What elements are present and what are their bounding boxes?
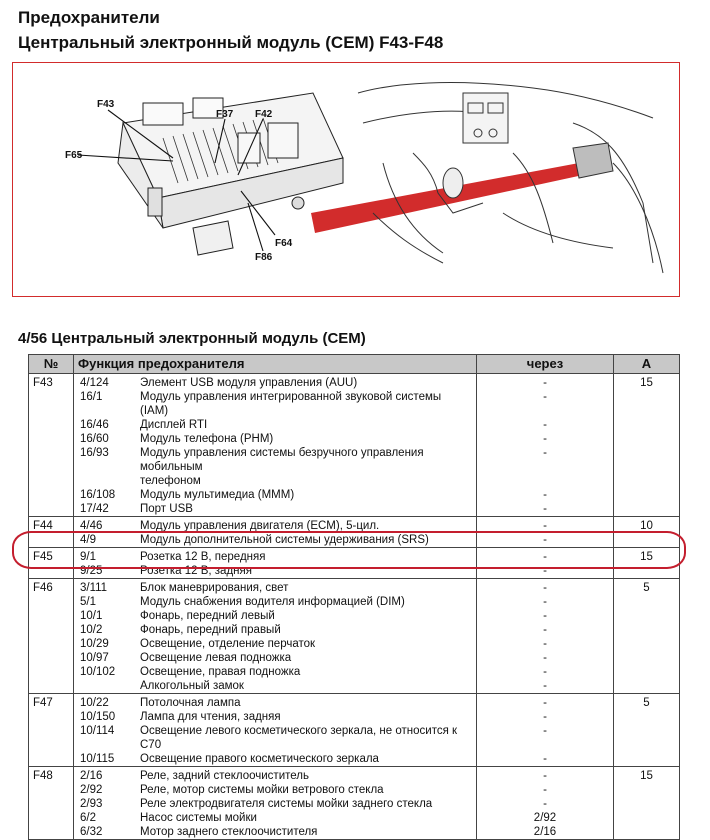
fuse-table <box>28 354 680 840</box>
fuse-number-cell <box>29 825 74 840</box>
table-header-row <box>29 355 680 374</box>
connector-cell: 10/1 <box>80 610 103 622</box>
via-cell: - <box>477 564 614 579</box>
function-cell: Реле электродвигателя системы мойки заднего стекла <box>134 797 477 811</box>
table-row <box>29 724 680 752</box>
table-row <box>29 502 680 517</box>
table-row <box>29 752 680 767</box>
fuse-number-cell <box>29 446 74 474</box>
table-row <box>29 623 680 637</box>
function-cell: Фонарь, передний правый <box>134 623 477 637</box>
amperage-cell <box>614 825 680 840</box>
table-row <box>29 797 680 811</box>
function-cell: Модуль телефона (PHM) <box>134 432 477 446</box>
amperage-cell <box>614 488 680 502</box>
amperage-cell <box>614 679 680 694</box>
via-cell <box>477 474 614 488</box>
amperage-cell <box>614 811 680 825</box>
amperage-cell <box>614 446 680 474</box>
amperage-cell <box>614 432 680 446</box>
function-cell: Насос системы мойки <box>134 811 477 825</box>
table-row <box>29 767 680 784</box>
connector-cell: 4/9 <box>74 533 135 548</box>
function-cell: Элемент USB модуля управления (AUU) <box>134 374 477 391</box>
connector-cell: 6/32 <box>74 825 135 840</box>
fuse-number-cell <box>29 710 74 724</box>
section-title: 4/56 Центральный электронный модуль (CEM) <box>18 330 366 347</box>
connector-cell: 3/111 <box>80 582 108 594</box>
col-header-function: Функция предохранителя <box>74 355 477 374</box>
table-row <box>29 474 680 488</box>
via-cell: - <box>477 797 614 811</box>
table-row <box>29 517 680 534</box>
amperage-cell <box>614 474 680 488</box>
table-row <box>29 446 680 474</box>
connector-cell: 10/150 <box>80 711 116 723</box>
fuse-number-cell <box>29 390 74 418</box>
table-row <box>29 390 680 418</box>
amperage-cell: 15 <box>614 548 680 565</box>
connector-cell: 16/1 <box>80 391 103 403</box>
fuse-number-cell <box>29 783 74 797</box>
amperage-cell <box>614 609 680 623</box>
via-cell: - <box>477 533 614 548</box>
via-cell: - <box>477 579 614 596</box>
function-cell: Реле, мотор системы мойки ветрового стекла <box>134 783 477 797</box>
connector-cell: 5/1 <box>80 596 96 608</box>
fuse-number-cell <box>29 595 74 609</box>
via-cell: 2/16 <box>477 825 614 840</box>
table-row <box>29 533 680 548</box>
connector-cell: 4/46 <box>80 520 103 532</box>
connector-cell: 16/60 <box>80 433 109 445</box>
connector-cell: 10/114 <box>80 725 115 737</box>
fuse-table-body <box>29 374 680 840</box>
connector-cell: 10/2 <box>80 624 103 636</box>
fuse-number-cell <box>29 665 74 679</box>
function-cell: Освещение левого косметического зеркала, не относится к C70 <box>134 724 477 752</box>
via-cell: - <box>477 390 614 418</box>
function-cell: Порт USB <box>134 502 477 517</box>
connector-cell: 2/92 <box>80 784 103 796</box>
via-cell: - <box>477 446 614 474</box>
function-cell: Дисплей RTI <box>134 418 477 432</box>
connector-cell <box>74 474 135 488</box>
col-header-amp: A <box>614 355 680 374</box>
via-cell: - <box>477 783 614 797</box>
function-cell: Розетка 12 В, задняя <box>134 564 477 579</box>
fuse-number-cell <box>29 533 74 548</box>
via-cell: - <box>477 502 614 517</box>
col-header-via: через <box>477 355 614 374</box>
via-cell: - <box>477 694 614 711</box>
connector-cell: 9/25 <box>74 564 135 579</box>
table-row <box>29 694 680 711</box>
amperage-cell <box>614 665 680 679</box>
connector-cell: 16/108 <box>80 489 116 501</box>
via-cell: - <box>477 637 614 651</box>
callout-f42: F42 <box>255 109 273 120</box>
connector-cell: 10/29 <box>80 638 109 650</box>
fuse-number-cell <box>29 609 74 623</box>
table-row <box>29 665 680 679</box>
via-cell: - <box>477 548 614 565</box>
table-row <box>29 710 680 724</box>
via-cell: - <box>477 665 614 679</box>
amperage-cell <box>614 724 680 752</box>
table-row <box>29 579 680 596</box>
amperage-cell: 15 <box>614 767 680 784</box>
function-cell: Модуль снабжения водителя информацией (DIM) <box>134 595 477 609</box>
connector-cell: 10/97 <box>80 652 109 664</box>
amperage-cell <box>614 533 680 548</box>
table-row <box>29 374 680 391</box>
function-cell: Освещение, правая подножка <box>134 665 477 679</box>
function-cell: Модуль мультимедиа (MMM) <box>134 488 477 502</box>
fuse-number-cell <box>29 623 74 637</box>
connector-cell: 4/124 <box>80 377 109 389</box>
function-cell: Лампа для чтения, задняя <box>134 710 477 724</box>
connector-cell: 16/93 <box>80 447 109 459</box>
fuse-number-cell <box>29 811 74 825</box>
function-cell: Модуль управления системы безручного управления мобильным <box>134 446 477 474</box>
amperage-cell: 5 <box>614 579 680 596</box>
callout-f86: F86 <box>255 252 273 263</box>
via-cell: - <box>477 623 614 637</box>
fuse-number-cell <box>29 432 74 446</box>
function-cell: Модуль дополнительной системы удерживания (SRS) <box>134 533 477 548</box>
col-header-num: № <box>29 355 74 374</box>
amperage-cell: 5 <box>614 694 680 711</box>
fuse-number-cell: F44 <box>29 517 74 534</box>
via-cell: 2/92 <box>477 811 614 825</box>
amperage-cell <box>614 752 680 767</box>
function-cell: Освещение правого косметического зеркала <box>134 752 477 767</box>
fuse-number-cell <box>29 474 74 488</box>
via-cell: - <box>477 651 614 665</box>
page-title: Предохранители <box>18 8 160 27</box>
table-row <box>29 418 680 432</box>
connector-cell: 9/1 <box>80 551 96 563</box>
fuse-number-cell <box>29 488 74 502</box>
fuse-number-cell <box>29 752 74 767</box>
amperage-cell <box>614 623 680 637</box>
via-cell: - <box>477 488 614 502</box>
fuse-number-cell <box>29 637 74 651</box>
via-cell: - <box>477 418 614 432</box>
fuse-number-cell <box>29 418 74 432</box>
amperage-cell: 10 <box>614 517 680 534</box>
callout-f65: F65 <box>65 150 83 161</box>
callout-f43: F43 <box>97 99 115 110</box>
function-cell: Розетка 12 В, передняя <box>134 548 477 565</box>
function-cell: Мотор заднего стеклоочистителя <box>134 825 477 840</box>
function-cell: Потолочная лампа <box>134 694 477 711</box>
table-row <box>29 564 680 579</box>
via-cell: - <box>477 432 614 446</box>
function-cell: Алкогольный замок <box>134 679 477 694</box>
fuse-number-cell <box>29 797 74 811</box>
amperage-cell <box>614 390 680 418</box>
table-row <box>29 811 680 825</box>
table-row <box>29 432 680 446</box>
callout-f64: F64 <box>275 238 293 249</box>
via-cell: - <box>477 374 614 391</box>
table-row <box>29 825 680 840</box>
connector-cell: 2/16 <box>80 770 103 782</box>
fuse-number-cell <box>29 724 74 752</box>
function-cell: Реле, задний стеклоочиститель <box>134 767 477 784</box>
via-cell: - <box>477 767 614 784</box>
fuse-number-cell <box>29 651 74 665</box>
amperage-cell <box>614 710 680 724</box>
amperage-cell <box>614 783 680 797</box>
amperage-cell <box>614 595 680 609</box>
function-cell: Фонарь, передний левый <box>134 609 477 623</box>
function-cell: телефоном <box>134 474 477 488</box>
function-cell: Модуль управления двигателя (ECM), 5-цил. <box>134 517 477 534</box>
via-cell: - <box>477 724 614 752</box>
fuse-number-cell <box>29 679 74 694</box>
fuse-number-cell: F46 <box>29 579 74 596</box>
connector-cell: 16/46 <box>80 419 109 431</box>
function-cell: Блок маневрирования, свет <box>134 579 477 596</box>
fuse-box-illustration <box>12 62 680 297</box>
connector-cell: 6/2 <box>80 812 96 824</box>
connector-cell: 10/115 <box>74 752 135 767</box>
amperage-cell <box>614 637 680 651</box>
page-subtitle: Центральный электронный модуль (CEM) F43-F48 <box>18 33 444 52</box>
fuse-number-cell <box>29 564 74 579</box>
via-cell: - <box>477 679 614 694</box>
table-row <box>29 783 680 797</box>
fuse-number-cell <box>29 502 74 517</box>
via-cell: - <box>477 595 614 609</box>
amperage-cell <box>614 418 680 432</box>
table-row <box>29 637 680 651</box>
via-cell: - <box>477 609 614 623</box>
amperage-cell <box>614 651 680 665</box>
table-row <box>29 609 680 623</box>
connector-cell: 10/102 <box>80 666 116 678</box>
function-cell: Освещение левая подножка <box>134 651 477 665</box>
amperage-cell <box>614 564 680 579</box>
connector-cell: 10/22 <box>80 697 109 709</box>
table-row <box>29 651 680 665</box>
table-row <box>29 679 680 694</box>
table-row <box>29 595 680 609</box>
illustration-svg <box>13 63 679 296</box>
via-cell: - <box>477 517 614 534</box>
function-cell: Модуль управления интегрированной звуковой системы (IAM) <box>134 390 477 418</box>
connector-cell <box>74 679 135 694</box>
fuse-number-cell: F43 <box>29 374 74 391</box>
connector-cell: 17/42 <box>74 502 135 517</box>
fuse-number-cell: F48 <box>29 767 74 784</box>
amperage-cell <box>614 502 680 517</box>
callout-f37: F37 <box>216 109 234 120</box>
via-cell: - <box>477 752 614 767</box>
table-row <box>29 488 680 502</box>
function-cell: Освещение, отделение перчаток <box>134 637 477 651</box>
amperage-cell <box>614 797 680 811</box>
amperage-cell: 15 <box>614 374 680 391</box>
fuse-number-cell: F45 <box>29 548 74 565</box>
fuse-number-cell: F47 <box>29 694 74 711</box>
table-row <box>29 548 680 565</box>
connector-cell: 2/93 <box>80 798 103 810</box>
via-cell: - <box>477 710 614 724</box>
